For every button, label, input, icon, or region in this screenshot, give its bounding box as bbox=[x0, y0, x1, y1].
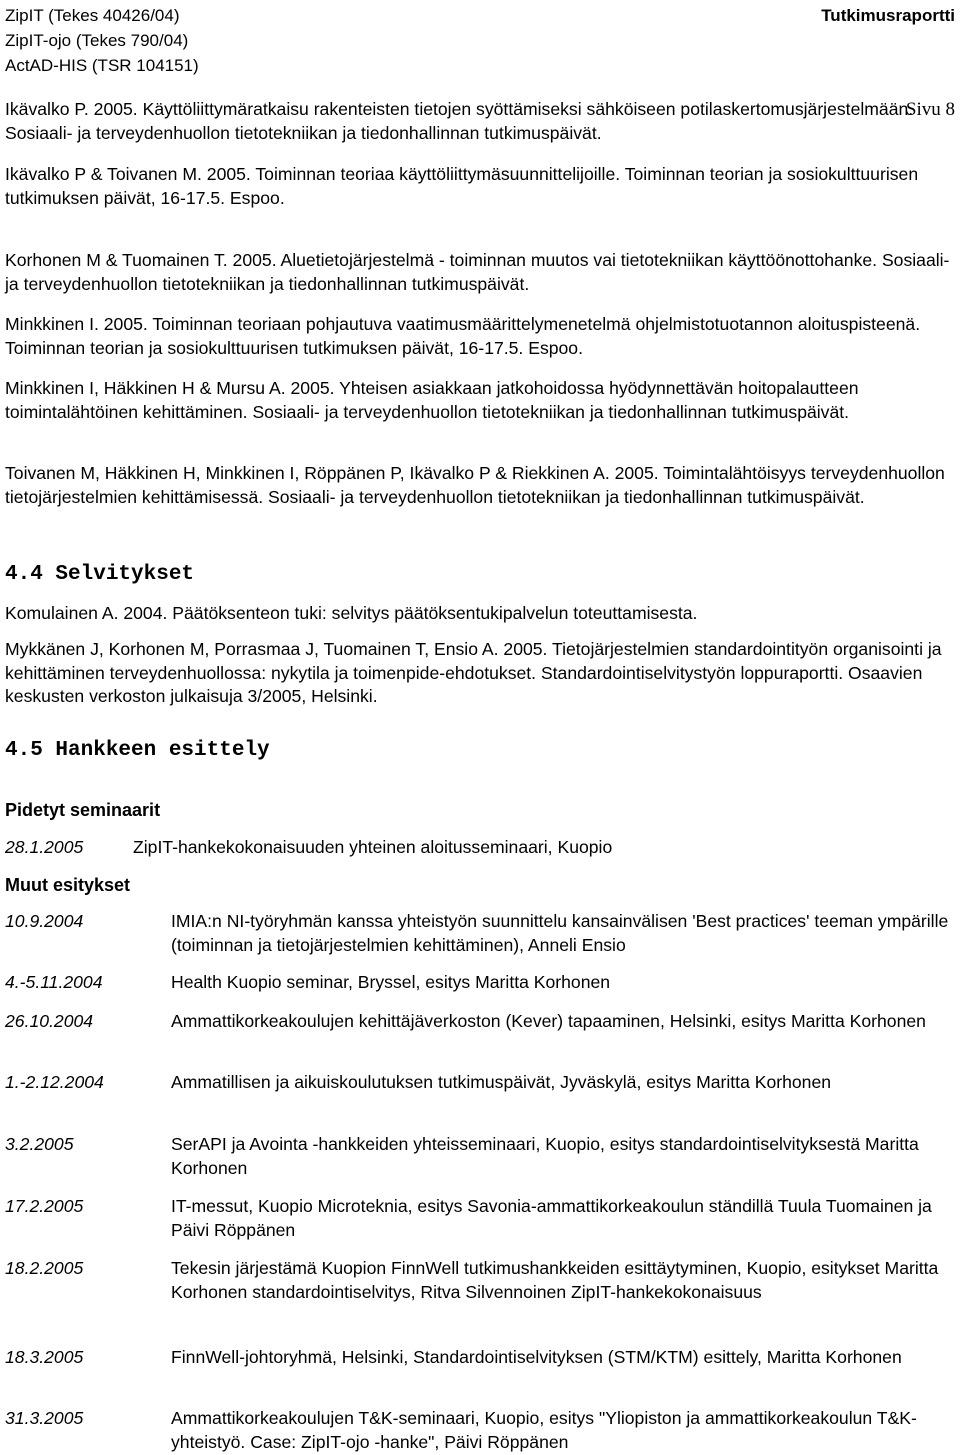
talk-desc: Ammattikorkeakoulujen kehittäjäverkoston (Kever) tapaaminen, Helsinki, esitys Maritta Korhonen bbox=[171, 1011, 926, 1031]
talk-date: 17.2.2005 bbox=[5, 1196, 84, 1216]
talk-date: 31.3.2005 bbox=[5, 1408, 84, 1428]
project-line: ZipIT-ojo (Tekes 790/04) bbox=[5, 31, 189, 50]
talk-date: 3.2.2005 bbox=[5, 1134, 74, 1154]
page-number: Sivu 8 bbox=[905, 99, 955, 120]
talk-date: 10.9.2004 bbox=[5, 911, 84, 931]
document-type: Tutkimusraportti bbox=[821, 6, 955, 25]
project-line: ZipIT (Tekes 40426/04) bbox=[5, 6, 180, 25]
section-heading: 4.4 Selvitykset bbox=[5, 563, 195, 586]
seminars-heading: Pidetyt seminaarit bbox=[5, 800, 161, 820]
report-entry: Mykkänen J, Korhonen M, Porrasmaa J, Tuomainen T, Ensio A. 2005. Tietojärjestelmien standardointityön organisointi ja kehittäminen terveydenhuollossa: nykytila ja toimenpide-ehdotukset. Standardointiselvitystyön loppuraportti. Osaavien keskusten verkoston julkaisuja 3/2005, Helsinki. bbox=[5, 639, 942, 706]
talk-row bbox=[5, 1345, 955, 1369]
talk-desc: Tekesin järjestämä Kuopion FinnWell tutkimushankkeiden esittäytyminen, Kuopio, esitykset Maritta Korhonen standardointiselvitys, Ritva Silvennoinen ZipIT-hankekokonaisuus bbox=[171, 1258, 939, 1302]
talk-desc: Health Kuopio seminar, Bryssel, esitys Maritta Korhonen bbox=[171, 972, 611, 992]
talk-row bbox=[5, 1194, 955, 1242]
seminar-row bbox=[5, 835, 955, 859]
talk-desc: SerAPI ja Avointa -hankkeiden yhteisseminaari, Kuopio, esitys standardointiselvityksestä Maritta Korhonen bbox=[171, 1134, 919, 1178]
project-header bbox=[5, 3, 199, 78]
talk-date: 1.-2.12.2004 bbox=[5, 1072, 104, 1092]
talk-date: 18.3.2005 bbox=[5, 1347, 84, 1367]
talk-desc: Ammatillisen ja aikuiskoulutuksen tutkimuspäivät, Jyväskylä, esitys Maritta Korhonen bbox=[171, 1072, 832, 1092]
talk-desc: IMIA:n NI-työryhmän kanssa yhteistyön suunnittelu kansainvälisen 'Best practices' teeman ympärille (toiminnan ja tietojärjestelmien kehittäminen), Anneli Ensio bbox=[171, 911, 949, 955]
reference-entry: Toivanen M, Häkkinen H, Minkkinen I, Röppänen P, Ikävalko P & Riekkinen A. 2005. Toimintalähtöisyys terveydenhuollon tietojärjestelmien kehittämisessä. Sosiaali- ja terveydenhuollon tietotekniikan ja tiedonhallinnan tutkimuspäivät. bbox=[5, 463, 945, 507]
talk-row bbox=[5, 909, 955, 957]
talk-desc: FinnWell-johtoryhmä, Helsinki, Standardointiselvityksen (STM/KTM) esittely, Maritta Korhonen bbox=[171, 1347, 902, 1367]
section-heading: 4.5 Hankkeen esittely bbox=[5, 739, 270, 762]
talk-date: 4.-5.11.2004 bbox=[5, 972, 103, 992]
seminar-date: 28.1.2005 bbox=[5, 837, 84, 857]
talk-desc: IT-messut, Kuopio Microteknia, esitys Savonia-ammattikorkeakoulun ständillä Tuula Tuomainen ja Päivi Röppänen bbox=[171, 1196, 932, 1240]
reference-entry: Korhonen M & Tuomainen T. 2005. Aluetietojärjestelmä - toiminnan muutos vai tietotekniikan käyttöönottohanke. Sosiaali- ja terveydenhuollon tietotekniikan ja tiedonhallinnan tutkimuspäivät. bbox=[5, 250, 950, 294]
reference-entry: Minkkinen I, Häkkinen H & Mursu A. 2005. Yhteisen asiakkaan jatkohoidossa hyödynnettävän hoitopalautteen toimintalähtöinen kehittäminen. Sosiaali- ja terveydenhuollon tietotekniikan ja tiedonhallinnan tutkimuspäivät. bbox=[5, 378, 859, 422]
talk-row bbox=[5, 1256, 955, 1304]
talk-row bbox=[5, 1070, 955, 1094]
reference-entry: Ikävalko P. 2005. Käyttöliittymäratkaisu rakenteisten tietojen syöttämiseksi sähköiseen potilaskertomusjärjestelmään. Sosiaali- ja terveydenhuollon tietotekniikan ja tiedonhallinnan tutkimuspäivät. bbox=[5, 99, 914, 143]
seminar-desc: ZipIT-hankekokonaisuuden yhteinen aloitusseminaari, Kuopio bbox=[133, 837, 613, 857]
talk-date: 18.2.2005 bbox=[5, 1258, 84, 1278]
talk-row bbox=[5, 1132, 955, 1180]
talks-heading: Muut esitykset bbox=[5, 875, 131, 895]
talk-row bbox=[5, 1009, 955, 1033]
project-line: ActAD-HIS (TSR 104151) bbox=[5, 56, 199, 75]
talk-desc: Ammattikorkeakoulujen T&K-seminaari, Kuopio, esitys "Yliopiston ja ammattikorkeakoulun T&K-yhteistyö. Case: ZipIT-ojo -hanke", Päivi Röppänen bbox=[171, 1408, 917, 1452]
talk-row bbox=[5, 1406, 955, 1454]
talk-row bbox=[5, 970, 955, 994]
talk-date: 26.10.2004 bbox=[5, 1011, 94, 1031]
reference-entry: Ikävalko P & Toivanen M. 2005. Toiminnan teoriaa käyttöliittymäsuunnittelijoille. Toiminnan teorian ja sosiokulttuurisen tutkimuksen päivät, 16-17.5. Espoo. bbox=[5, 164, 919, 208]
reference-entry: Minkkinen I. 2005. Toiminnan teoriaan pohjautuva vaatimusmäärittelymenetelmä ohjelmistotuotannon aloituspisteenä. Toiminnan teorian ja sosiokulttuurisen tutkimuksen päivät, 16-17.5. Espoo. bbox=[5, 314, 921, 358]
report-entry: Komulainen A. 2004. Päätöksenteon tuki: selvitys päätöksentukipalvelun toteuttamisesta. bbox=[5, 603, 698, 623]
